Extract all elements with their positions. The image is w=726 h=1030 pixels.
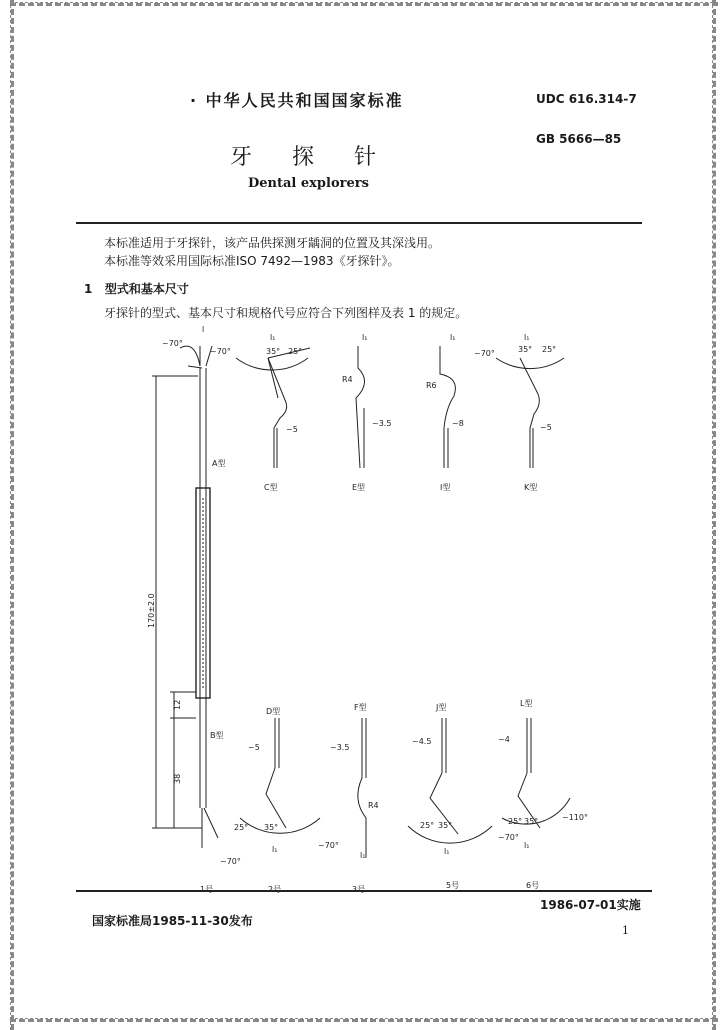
label-no-3: 3号: [352, 885, 366, 894]
dim-angle-35-c: 35°: [266, 347, 281, 356]
dim-angle-70-a: ~70°: [162, 339, 183, 348]
dim-l1-e: l₁: [362, 333, 368, 342]
label-type-e: E型: [352, 483, 366, 492]
dim-l-main: l: [202, 325, 205, 334]
dim-w35-e: ~3.5: [372, 419, 392, 428]
dim-angle-110-l: ~110°: [562, 813, 588, 822]
dim-angle-35-j: 35°: [438, 821, 453, 830]
dim-angle-70-l: ~70°: [498, 833, 519, 842]
label-type-k: K型: [524, 483, 538, 492]
dim-w35-f: ~3.5: [330, 743, 350, 752]
gb-code: GB 5666—85: [536, 132, 622, 146]
label-no-1: 1号: [200, 885, 214, 894]
label-no-6: 6号: [526, 881, 540, 890]
label-type-a: A型: [212, 459, 226, 468]
title-chinese: 牙探针: [230, 145, 417, 170]
label-type-i: I型: [440, 483, 451, 492]
label-no-2: 2号: [268, 885, 282, 894]
page-border-right: [712, 0, 716, 1030]
dim-w5-k: ~5: [540, 423, 552, 432]
dim-w45-j: ~4.5: [412, 737, 432, 746]
dim-angle-25-d: 25°: [234, 823, 249, 832]
dim-angle-70-d: ~70°: [318, 841, 339, 850]
effective-date: 1986-07-01实施: [540, 898, 641, 912]
label-type-f: F型: [354, 703, 367, 712]
section-1-heading: [84, 280, 189, 297]
dim-angle-25-c: 25°: [288, 347, 303, 356]
page-border-left: [10, 0, 14, 1030]
dim-r4-e: R4: [342, 375, 353, 384]
page-border-top: [10, 2, 718, 6]
section-number: 1: [84, 282, 93, 296]
dim-angle-35-k: 35°: [518, 345, 533, 354]
label-type-c: C型: [264, 483, 278, 492]
dim-angle-35-d: 35°: [264, 823, 279, 832]
dim-angle-70-c: ~70°: [220, 857, 241, 866]
dim-w5-d: ~5: [248, 743, 260, 752]
dim-angle-70-k: ~70°: [474, 349, 495, 358]
section-title: 型式和基本尺寸: [104, 282, 189, 296]
dim-w5-c: ~5: [286, 425, 298, 434]
standard-name: · 中华人民共和国国家标准: [190, 91, 404, 110]
intro-line-1: 本标准适用于牙探针，该产品供探测牙龋洞的位置及其深浅用。: [104, 236, 441, 250]
label-type-j: J型: [436, 703, 447, 712]
footer-rule: [76, 890, 652, 892]
dim-angle-25-j: 25°: [420, 821, 435, 830]
dim-w8-i: ~8: [452, 419, 464, 428]
dim-l1-d: l₁: [272, 845, 278, 854]
explorer-figure: [140, 318, 610, 900]
dim-l1-c: l₁: [270, 333, 276, 342]
title-english: Dental explorers: [248, 176, 369, 191]
dim-l1-j: l₁: [444, 847, 450, 856]
issued-date: 国家标准局1985-11-30发布: [92, 914, 253, 928]
dim-r6-i: R6: [426, 381, 437, 390]
label-no-5: 5号: [446, 881, 460, 890]
dim-l1-i: l₁: [450, 333, 456, 342]
dim-angle-70-b: ~70°: [210, 347, 231, 356]
section-1-text: 牙探针的型式、基本尺寸和规格代号应符合下列图样及表 1 的规定。: [104, 306, 468, 320]
header-rule: [76, 222, 642, 224]
dim-l1-l: l₁: [524, 841, 530, 850]
label-type-l: L型: [520, 699, 533, 708]
dim-l1-k: l₁: [524, 333, 530, 342]
udc-code: UDC 616.314-7: [536, 92, 637, 106]
dim-38: 38: [173, 773, 182, 784]
dim-12: 12: [173, 699, 182, 710]
dim-angle-25-k: 25°: [542, 345, 557, 354]
dim-angle-35-l: 35°: [524, 817, 539, 826]
dim-r4-f: R4: [368, 801, 379, 810]
intro-line-2: 本标准等效采用国际标准ISO 7492—1983《牙探针》。: [104, 254, 400, 268]
label-type-d: D型: [266, 707, 281, 716]
label-type-b: B型: [210, 731, 224, 740]
dim-angle-25-l: 25°: [508, 817, 523, 826]
page-border-bottom: [10, 1018, 718, 1022]
dim-w4-l: ~4: [498, 735, 510, 744]
page-number: 1: [622, 924, 629, 937]
dim-l1-f: l₁: [360, 851, 366, 860]
dim-total-length: 170±2.0: [147, 593, 156, 628]
